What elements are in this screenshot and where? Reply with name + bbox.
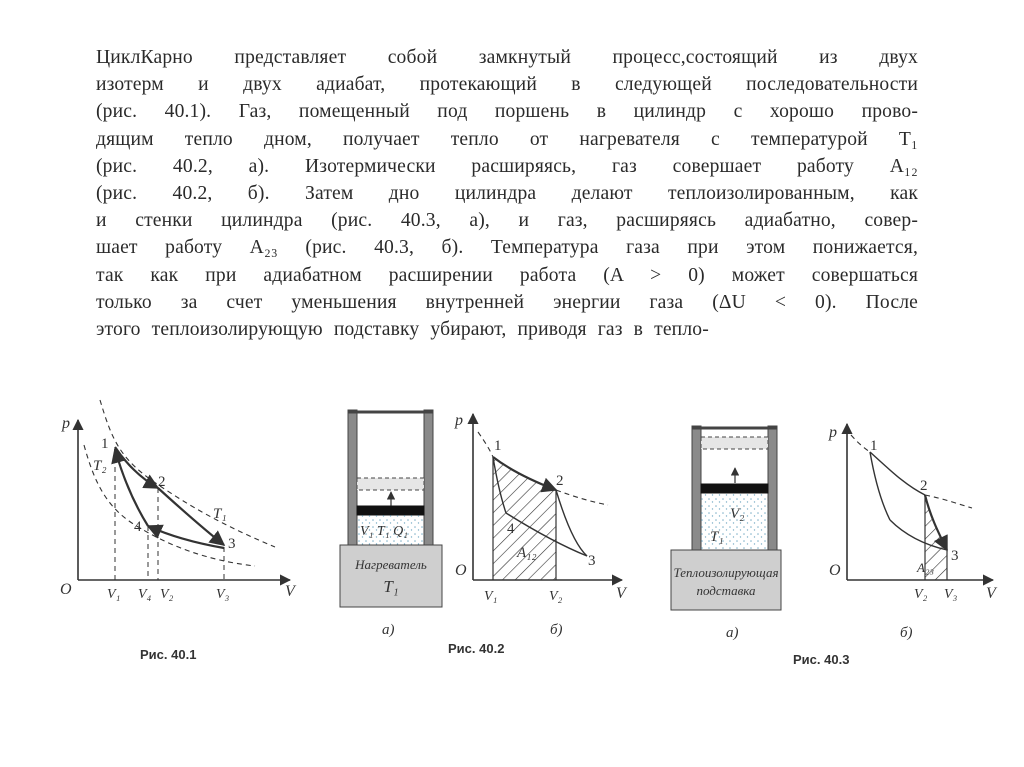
- p-axis-label: p: [455, 412, 463, 429]
- origin-label: O: [60, 581, 72, 598]
- paragraph-line: дящим тепло дном, получает тепло от нагревателя с температурой T₁: [96, 128, 918, 150]
- paragraph-line: (рис. 40.2, а). Изотермически расширяясь, газ совершает работу A₁₂: [96, 155, 918, 177]
- gas-volume-label: V₂: [730, 506, 745, 522]
- figure-40-3a: [671, 426, 781, 641]
- paragraph-line: (рис. 40.2, б). Затем дно цилиндра делают теплоизолированным, как: [96, 183, 918, 205]
- caption-fig-40-3: Рис. 40.3: [793, 652, 850, 667]
- tick-label: V₂: [914, 587, 928, 602]
- point-label: 1: [494, 438, 502, 454]
- paragraph-line: этого теплоизолирующую подставку убирают, приводя газ в тепло-: [96, 319, 709, 341]
- point-label: 3: [228, 536, 236, 552]
- figure-40-2a: [340, 410, 442, 638]
- panel-label: б): [550, 622, 563, 638]
- origin-label: O: [829, 562, 841, 579]
- point-label: 1: [101, 436, 109, 452]
- gas-label: V₁ T₁ Q₁: [360, 524, 409, 539]
- stand-label: Теплоизолирующая: [673, 565, 779, 580]
- tick-label: V₂: [160, 587, 174, 602]
- v-axis-label: V: [285, 583, 295, 600]
- point-label: 4: [507, 521, 515, 537]
- tick-label: V₁: [484, 589, 498, 604]
- work-label: A₁₂: [517, 545, 537, 561]
- v-axis-label: V: [616, 585, 626, 602]
- p-axis-label: p: [62, 415, 70, 432]
- isotherm-t1-dashed: [100, 400, 275, 547]
- paragraph-line: и стенки цилиндра (рис. 40.3, а), и газ, расширяясь адиабатно, совер-: [96, 210, 918, 232]
- figure-40-2b: [454, 412, 628, 638]
- point-label: 2: [920, 478, 928, 494]
- paragraph-line: ЦиклКарно представляет собой замкнутый процесс,состоящий из двух: [96, 47, 918, 68]
- insulating-stand: [671, 550, 781, 610]
- point-label: 3: [951, 548, 959, 564]
- panel-label: а): [382, 622, 395, 638]
- stand-label: подставка: [696, 583, 756, 598]
- cylinder-wall-right: [768, 426, 777, 550]
- cylinder-wall-left: [348, 410, 357, 545]
- heater: [340, 545, 442, 607]
- tick-label: V₂: [549, 589, 563, 604]
- cylinder-wall-right: [424, 410, 433, 545]
- point-label: 3: [588, 553, 596, 569]
- figure-40-1: [60, 400, 297, 602]
- tick-label: V₄: [138, 587, 152, 602]
- piston: [357, 506, 424, 515]
- v-axis-label: V: [986, 585, 996, 602]
- paragraph-line: шает работу A₂₃ (рис. 40.3, б). Температура газа при этом понижается,: [96, 237, 918, 259]
- cycle-adiabat-41: [115, 449, 148, 526]
- origin-label: O: [455, 562, 467, 579]
- paragraph-line: (рис. 40.1). Газ, помещенный под поршень в цилиндр с хорошо прово-: [96, 101, 918, 123]
- work-label: A₂₃: [917, 560, 934, 575]
- caption-fig-40-2: Рис. 40.2: [448, 641, 505, 656]
- adiabat-23: [556, 490, 587, 556]
- gas-temp-label: T₁: [710, 529, 724, 545]
- figure-40-3b: [828, 424, 998, 641]
- paragraph-line: так как при адиабатном расширении работа (A > 0) может совершаться: [96, 264, 918, 286]
- point-label: 2: [556, 473, 564, 489]
- piston-initial: [701, 437, 768, 449]
- tick-label: V₃: [944, 587, 958, 602]
- point-label: 4: [134, 519, 142, 535]
- tick-label: V₃: [216, 587, 230, 602]
- adiabat-41: [870, 452, 890, 520]
- caption-fig-40-1: Рис. 40.1: [140, 647, 197, 662]
- point-label: 2: [158, 474, 166, 490]
- paragraph-line: изотерм и двух адиабат, протекающий в следующей последовательности: [96, 74, 918, 96]
- piston-initial: [357, 478, 424, 490]
- cylinder-wall-left: [692, 426, 701, 550]
- point-label: 1: [870, 438, 878, 454]
- panel-label: б): [900, 625, 913, 641]
- paragraph-line: только за счет уменьшения внутренней энергии газа (ΔU < 0). После: [96, 291, 918, 313]
- isotherm-label-t1: T₁: [213, 506, 227, 522]
- tick-label: V₁: [107, 587, 121, 602]
- panel-label: а): [726, 625, 739, 641]
- heater-label: Нагреватель: [355, 557, 427, 572]
- isotherm-label-t2: T₂: [93, 458, 107, 474]
- piston: [701, 484, 768, 493]
- heater-temp: T₁: [383, 577, 399, 596]
- p-axis-label: p: [829, 424, 837, 441]
